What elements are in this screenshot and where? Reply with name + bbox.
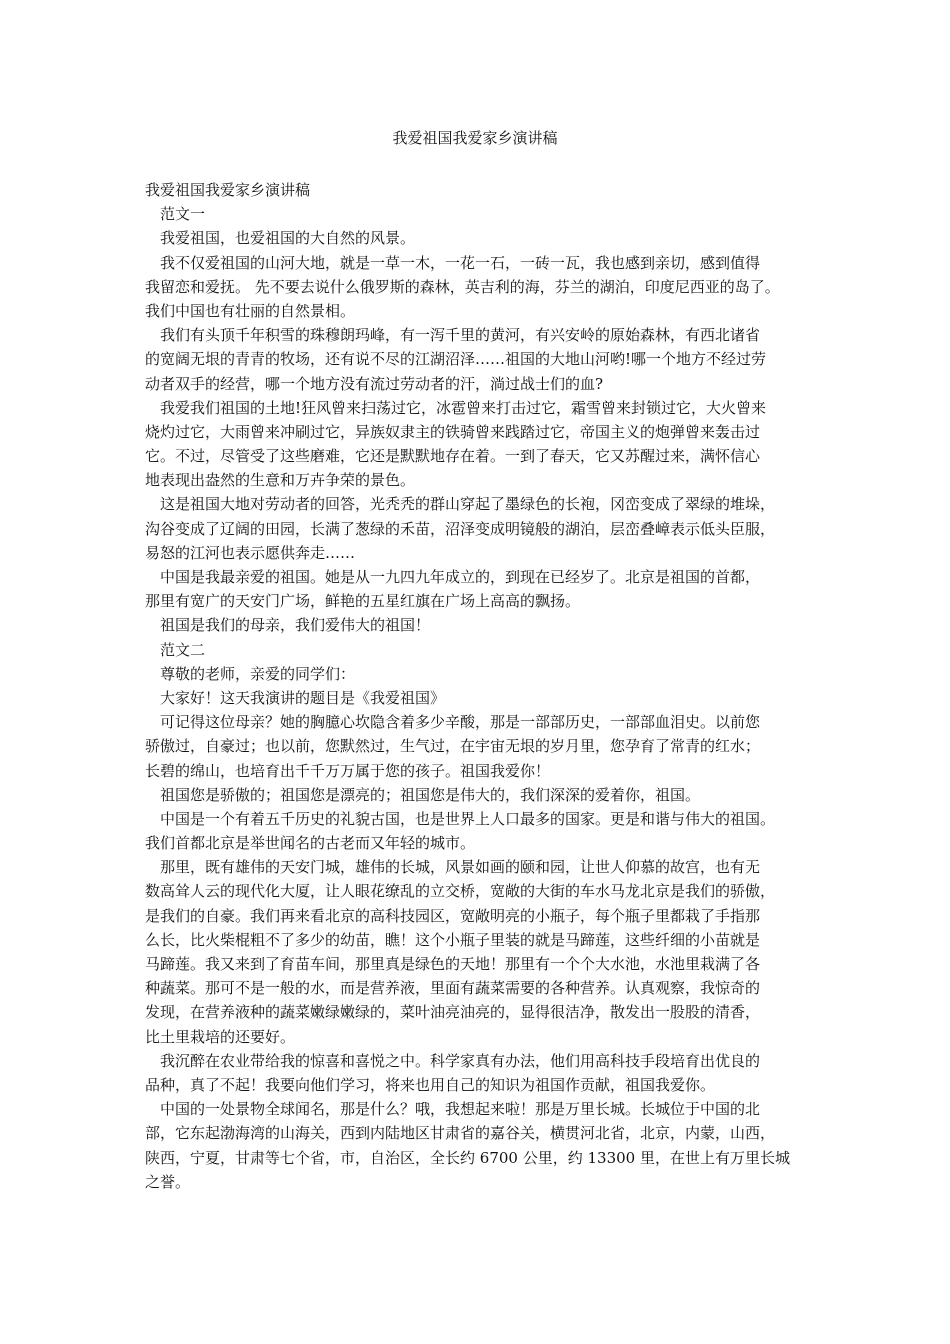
text-line: 沟谷变成了辽阔的田园，长满了葱绿的禾苗，沼泽变成明镜般的湖泊，层峦叠嶂表示低头臣服， xyxy=(145,519,776,538)
text-line: 中国是我最亲爱的祖国。她是从一九四九年成立的，到现在已经岁了。北京是祖国的首都， xyxy=(160,568,761,586)
text-line: 范文一 xyxy=(160,205,206,224)
text-line: 我们中国也有壮丽的自然景相。 xyxy=(145,301,356,320)
document-title: 我爱祖国我爱家乡演讲稿 xyxy=(392,129,558,147)
text-line: 动者双手的经营，哪一个地方没有流过劳动者的汗，淌过战士们的血? xyxy=(145,374,604,393)
text-line: 易怒的江河也表示愿供奔走…… xyxy=(145,543,356,562)
text-line: 中国的一处景物全球闻名，那是什么？哦，我想起来啦！那是万里长城。长城位于中国的北 xyxy=(160,1100,761,1119)
text-line: 那里有宽广的天安门广场，鲜艳的五星红旗在广场上高高的飘扬。 xyxy=(145,592,581,611)
document-body xyxy=(145,178,825,1194)
text-line: 我爱祖国，也爱祖国的大自然的风景。 xyxy=(160,229,416,248)
text-line: 中国是一个有着五千历史的礼貌古国，也是世界上人口最多的国家。更是和谐与伟大的祖国。 xyxy=(160,809,776,828)
text-line: 这是祖国大地对劳动者的回答，光秃秃的群山穿起了墨绿色的长袍，冈峦变成了翠绿的堆垛， xyxy=(160,495,776,514)
text-line: 是我们的自豪。我们再来看北京的高科技园区，宽敞明亮的小瓶子，每个瓶子里都栽了手指那 xyxy=(145,906,761,925)
text-line: 长碧的绵山，也培育出千千万万属于您的孩子。祖国我爱你！ xyxy=(145,761,551,780)
text-line: 我们首都北京是举世闻名的古老而又年轻的城市。 xyxy=(145,834,476,853)
text-line: 数高耸人云的现代化大厦，让人眼花缭乱的立交桥，宽敞的大街的车水马龙北京是我们的骄傲， xyxy=(145,882,776,901)
text-line: 我爱祖国我爱家乡演讲稿 xyxy=(145,181,311,199)
text-line: 我爱我们祖国的土地!狂风曾来扫荡过它，冰雹曾来打击过它，霜雪曾来封锁过它，大火曾来 xyxy=(160,398,767,417)
text-line: 的宽阔无垠的青青的牧场，还有说不尽的江湖沼泽……祖国的大地山河哟!哪一个地方不经过劳 xyxy=(145,350,767,369)
text-line: 大家好！这天我演讲的题目是《我爱祖国》 xyxy=(160,688,446,707)
text-line: 可记得这位母亲？她的胸臆心坎隐含着多少辛酸，那是一部部历史，一部部血泪史。以前您 xyxy=(160,713,761,732)
text-line: 发现，在营养液种的蔬菜嫩绿嫩绿的，菜叶油亮油亮的，显得很洁净，散发出一股股的清香， xyxy=(145,1003,761,1022)
text-line: 我们有头顶千年积雪的珠穆朗玛峰，有一泻千里的黄河，有兴安岭的原始森林，有西北诸省 xyxy=(160,326,761,345)
text-line: 祖国您是骄傲的；祖国您是漂亮的；祖国您是伟大的，我们深深的爱着你，祖国。 xyxy=(160,785,701,804)
text-line: 那里，既有雄伟的天安门城，雄伟的长城，风景如画的颐和园，让世人仰慕的故宫，也有无 xyxy=(160,858,761,877)
text-line: 品种，真了不起！我要向他们学习，将来也用自己的知识为祖国作贡献，祖国我爱你。 xyxy=(145,1075,716,1094)
text-line: 尊敬的老师，亲爱的同学们： xyxy=(160,664,356,683)
text-line: 祖国是我们的母亲，我们爱伟大的祖国！ xyxy=(160,616,431,635)
text-line: 么长，比火柴棍粗不了多少的幼苗，瞧！这个小瓶子里装的就是马蹄莲，这些纤细的小苗就是 xyxy=(145,930,761,949)
text-line: 烧灼过它，大雨曾来冲刷过它，异族奴隶主的铁骑曾来践踏过它，帝国主义的炮弹曾来轰击过 xyxy=(145,422,761,441)
text-line: 马蹄莲。我又来到了育苗车间，那里真是绿色的天地！那里有一个个大水池，水池里栽满了各 xyxy=(145,955,761,973)
text-line: 地表现出盎然的生意和万卉争荣的景色。 xyxy=(145,471,416,490)
text-line: 之誉。 xyxy=(145,1172,191,1191)
text-line: 它。不过，尽管受了这些磨难，它还是默默地存在着。一到了春天，它又苏醒过来，满怀信心 xyxy=(145,447,761,466)
text-line: 范文二 xyxy=(160,640,206,659)
text-line: 陕西，宁夏，甘肃等七个省，市，自治区，全长约 6700 公里，约 13300 里，在世上有万里长城 xyxy=(145,1148,790,1167)
text-line: 部，它东起渤海湾的山海关，西到内陆地区甘肃省的嘉谷关，横贯河北省，北京，内蒙，山西， xyxy=(145,1124,776,1143)
text-line: 骄傲过，自豪过；也以前，您默然过，生气过，在宇宙无垠的岁月里，您孕育了常青的红水； xyxy=(145,737,761,756)
text-line: 我沉醉在农业带给我的惊喜和喜悦之中。科学家真有办法，他们用高科技手段培育出优良的 xyxy=(160,1051,761,1070)
text-line: 比土里栽培的还要好。 xyxy=(145,1027,296,1046)
text-line: 我不仅爱祖国的山河大地，就是一草一木，一花一石，一砖一瓦，我也感到亲切，感到值得 xyxy=(160,253,761,272)
text-line: 我留恋和爱抚。 先不要去说什么俄罗斯的森林，英吉利的海，芬兰的湖泊，印度尼西亚的岛了。 xyxy=(145,277,780,296)
text-line: 种蔬菜。那可不是一般的水，而是营养液，里面有蔬菜需要的各种营养。认真观察，我惊奇的 xyxy=(145,979,761,998)
